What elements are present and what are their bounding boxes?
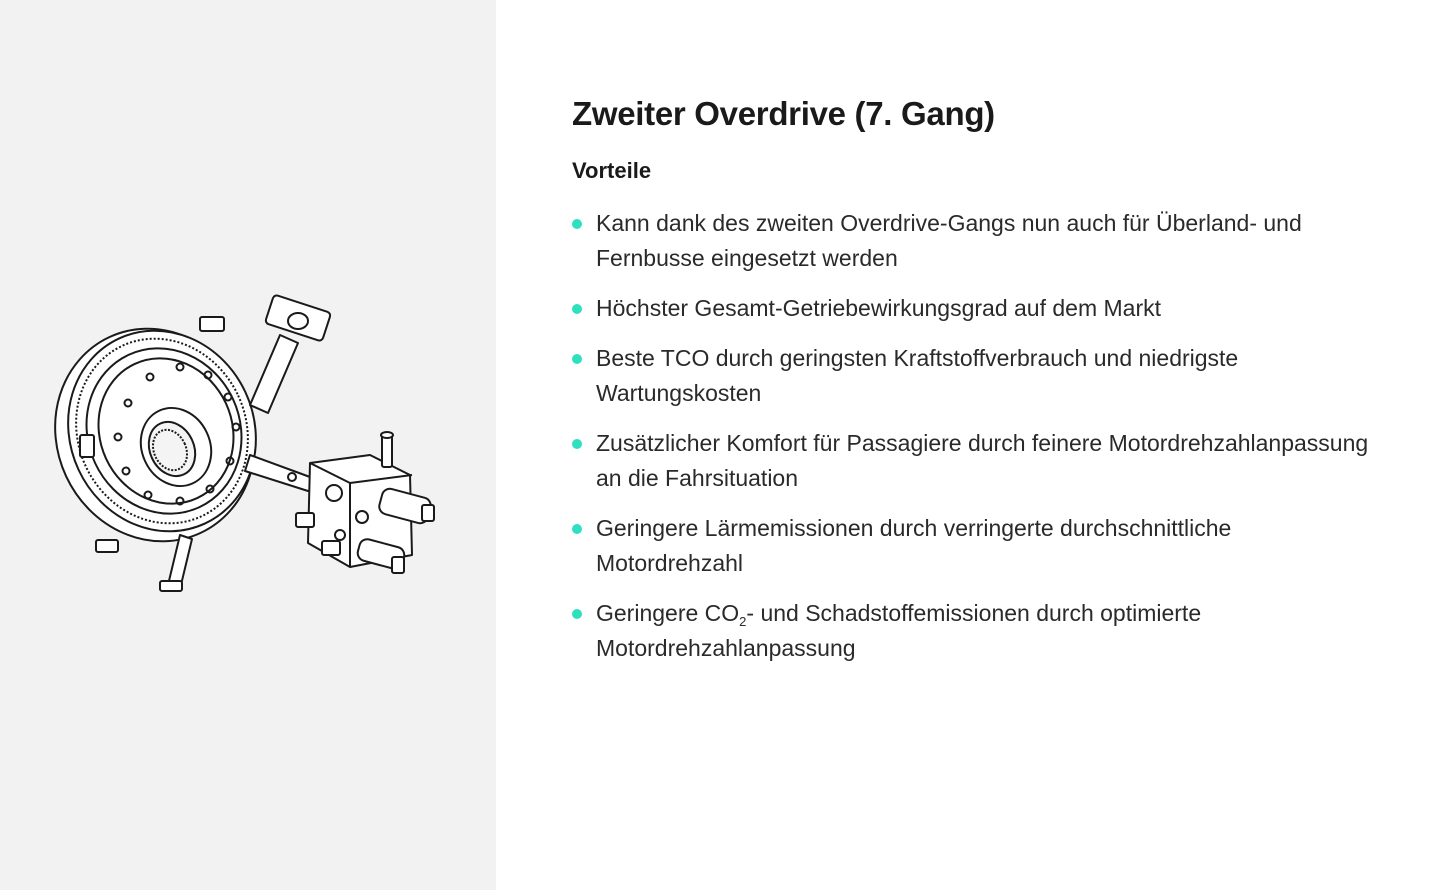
list-item [572, 341, 1372, 411]
content-panel [572, 92, 1372, 681]
benefit-text-pre: Geringere CO [596, 600, 740, 626]
benefit-text-post: - und Schadstoffemissionen durch optimierte Motordrehzahlanpassung [596, 600, 1202, 661]
benefit-text [596, 600, 1201, 661]
page-title: Zweiter Overdrive (7. Gang) [572, 95, 995, 132]
benefits-list [572, 206, 1372, 666]
gear-assembly-illustration-icon [40, 285, 460, 605]
benefit-text: Beste TCO durch geringsten Kraftstoffverbrauch und niedrigste Wartungskosten [596, 345, 1239, 406]
bullet-icon [572, 219, 582, 229]
benefit-text: Höchster Gesamt-Getriebewirkungsgrad auf dem Markt [596, 295, 1161, 321]
benefit-text: Kann dank des zweiten Overdrive-Gangs nun auch für Überland- und Fernbusse eingesetzt werden [596, 210, 1302, 271]
bullet-icon [572, 439, 582, 449]
list-item [572, 511, 1372, 581]
subscript-2: 2 [739, 614, 747, 629]
benefit-text: Zusätzlicher Komfort für Passagiere durch feinere Motordrehzahlanpassung an die Fahrsituation [596, 430, 1369, 491]
list-item [572, 291, 1372, 326]
section-subtitle: Vorteile [572, 158, 652, 183]
bullet-icon [572, 524, 582, 534]
bullet-icon [572, 304, 582, 314]
bullet-icon [572, 609, 582, 619]
benefit-text: Geringere Lärmemissionen durch verringerte durchschnittliche Motordrehzahl [596, 515, 1232, 576]
list-item [572, 206, 1372, 276]
list-item [572, 596, 1372, 666]
bullet-icon [572, 354, 582, 364]
illustration-panel [0, 0, 496, 890]
list-item [572, 426, 1372, 496]
